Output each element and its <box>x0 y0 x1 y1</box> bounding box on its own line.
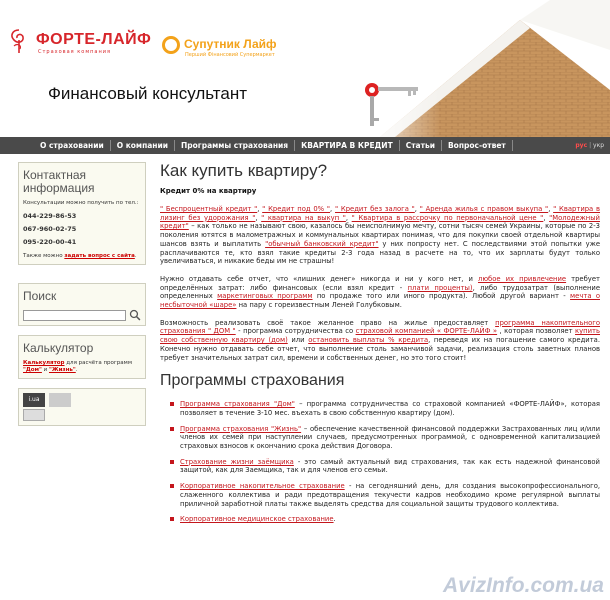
counter-badge-3[interactable] <box>49 393 71 407</box>
third-paragraph <box>160 319 600 363</box>
separator: , <box>548 205 554 213</box>
link-bank-credit[interactable]: "обычный банковский кредит" <box>265 239 379 248</box>
programs-heading: Программы страхования <box>160 372 345 390</box>
separator: , <box>330 205 335 213</box>
link-marketing-programs[interactable]: маркетинговых программ <box>217 292 313 301</box>
nav-item-articles[interactable]: Статьи <box>400 140 442 151</box>
search-row <box>23 309 141 321</box>
program-desc: – программа сотрудничества со страховой компанией «ФОРТЕ-ЛАЙФ», которая позволяет в течение 3-10 мес. въехать в свою собственную квартиру (дом). <box>180 400 600 417</box>
counter-badge-2[interactable] <box>23 409 45 421</box>
p2-text-4: по продаже того или иного продукта). Любой другой вариант - <box>312 292 571 301</box>
search-input[interactable] <box>23 310 126 321</box>
nav-item-apartment-credit[interactable]: КВАРТИРА В КРЕДИТ <box>295 140 400 151</box>
p3-text-5: , переведя их на погашение самого кредита. Конечно нужно отдавать себе отчет, что выполнение столь заманчивой задачи, реализация столь заветных планов требует значительных затрат сил, времени и собственных денег, но это того стоит! <box>160 336 600 362</box>
ask-question-link[interactable]: задать вопрос с сайта <box>64 253 135 259</box>
program-desc: – обеспечение качественной финансовой поддержки Застрахованных лиц и/или членов их семей при наступлении случаев, предусмотренных программой, с одновременной капитализацией страховых взносов к окончанию срока действия Договора. <box>180 424 600 451</box>
calculator-link[interactable]: Калькулятор <box>23 360 65 366</box>
programs-list <box>170 400 600 524</box>
site-title: Финансовый консультант <box>48 84 248 103</box>
p3-text-1: Возможность реализовать своё такое желанное право на жилье предоставляет <box>160 318 496 327</box>
language-switcher <box>575 142 610 149</box>
program-desc: - это самый актуальный вид страхования, так как есть надежной финансовой защитой, как для Заемщика, так и для членов его семьи. <box>180 457 600 475</box>
link-forte-life-company[interactable]: страховой компанией « ФОРТЕ-ЛАЙФ » <box>355 327 498 336</box>
separator: , <box>414 205 420 213</box>
calculator-life-link[interactable]: "Жизнь" <box>48 367 76 373</box>
counters-box <box>18 388 146 426</box>
list-item <box>170 515 600 524</box>
link-freebie-dream[interactable]: мечта о несбыточной «шаре» <box>160 292 600 310</box>
p2-text-2: требует определённых затрат: либо финансовых (если взял кредит - <box>160 274 600 292</box>
p3-text-3: , которая позволяет <box>497 327 576 336</box>
phone-number-2: 067-960-02-75 <box>23 225 77 233</box>
sidebar <box>18 162 146 435</box>
ask-suffix: . <box>134 253 137 259</box>
calculator-dom-link[interactable]: "Дом" <box>23 367 42 373</box>
page-subheading: Кредит 0% на квартиру <box>160 187 257 195</box>
second-paragraph <box>160 275 600 310</box>
p3-text-4: или <box>287 336 309 345</box>
contact-title: Контактная информация <box>23 168 95 195</box>
sputnik-life-logo-icon <box>162 36 180 54</box>
separator: , <box>255 213 262 222</box>
program-link-borrower-life[interactable]: Страхование жизни заёмщика <box>180 457 294 466</box>
p2-text-1: Нужно отдавать себе отчет, что «лишних денег» никогда и ни у кого нет, и <box>160 274 478 283</box>
main-content <box>160 160 600 531</box>
nav-item-insurance-programs[interactable]: Программы страхования <box>175 140 295 151</box>
separator: , <box>543 213 550 222</box>
link-interest-free-credit[interactable]: " Беспроцентный кредит " <box>160 205 258 213</box>
main-navigation <box>0 137 610 154</box>
search-box <box>18 283 146 326</box>
intro-text-2: у них попросту нет. С последствиями этой попытки уже расплачиваются те, кто взял такие кредиты 2-3 года назад в расчете на то, что их зарплаты будут только увеличиваться, и никакие беды им не страшны! <box>160 239 601 266</box>
ask-prefix: Также можно <box>23 253 63 259</box>
list-item <box>170 458 600 475</box>
intro-paragraph <box>160 205 600 266</box>
link-buy-own-apartment[interactable]: купить свою собственную квартиру (дом) <box>160 327 600 345</box>
contact-description: Консультации можно получить по тел.: <box>23 200 139 206</box>
program-link-life[interactable]: Программа страхования "Жизнь" <box>180 424 302 433</box>
header <box>0 0 610 137</box>
calculator-text-2: и <box>43 367 48 373</box>
lang-separator: | <box>589 142 592 149</box>
page-title: Как купить квартиру? <box>160 161 328 180</box>
contact-box <box>18 162 146 265</box>
house-keys-banner <box>350 0 610 137</box>
nav-item-faq[interactable]: Вопрос-ответ <box>442 140 513 151</box>
separator: , <box>345 213 352 222</box>
list-item <box>170 425 600 451</box>
sputnik-life-logo[interactable] <box>162 36 282 60</box>
program-desc: - на сегодняшний день, для создания высокопрофессионального, слаженного коллектива и ради предотвращения текучести кадров необходимо кроме регулярной выплаты приличной заработной платы также выделять средства для социальной защиты трудового коллектива. <box>180 482 601 508</box>
p3-text-2: - программа сотрудничества со <box>235 327 356 336</box>
forte-life-logo-text: ФОРТЕ-ЛАЙФ <box>36 31 152 48</box>
calculator-box <box>18 335 146 379</box>
nav-item-about-insurance[interactable]: О страховании <box>0 140 111 151</box>
program-link-corporate-savings[interactable]: Корпоративное накопительное страхование <box>180 482 345 491</box>
search-title: Поиск <box>23 289 57 303</box>
iua-counter-badge[interactable]: i.ua <box>23 393 45 407</box>
link-leasing-apartment[interactable]: " Квартира в лизинг без удорожания " <box>160 205 601 222</box>
program-desc: . <box>333 515 336 524</box>
phone-number-3: 095-220-00-41 <box>23 238 77 246</box>
phone-number-1: 044-229-86-53 <box>23 212 77 220</box>
calculator-text-3: . <box>75 367 78 373</box>
link-pay-interest[interactable]: плати проценты) <box>407 283 473 292</box>
link-dom-program[interactable]: программа накопительного страхования " ДОМ " <box>160 318 600 336</box>
link-credit-without-collateral[interactable]: " Кредит без залога " <box>335 205 415 213</box>
ask-question-line <box>23 253 141 260</box>
program-link-dom[interactable]: Программа страхования "Дом" <box>180 400 295 409</box>
forte-life-logo[interactable] <box>8 28 168 58</box>
forte-life-logo-icon <box>8 28 30 54</box>
link-rent-to-own[interactable]: " Аренда жилья с правом выкупа " <box>419 205 549 213</box>
sputnik-life-logo-subtitle: Перший Фінансовий Супермаркет <box>185 52 275 58</box>
p2-text-3: , либо трудозатрат (выполнение определенных <box>160 283 601 301</box>
lang-uk-link[interactable]: укр <box>593 142 604 149</box>
calculator-text <box>23 360 141 374</box>
link-zero-percent-credit[interactable]: " Кредит под 0% " <box>262 205 331 213</box>
link-installment-apartment[interactable]: " Квартира в рассрочку по первоначальной цене " <box>351 213 544 222</box>
watermark: AvizInfo.com.ua <box>442 574 604 597</box>
separator: , <box>257 205 263 213</box>
intro-text-1: – как только не называют свою, казалось бы неисполнимую мечту, сотни тысяч семей Украины, которые по 2-3 поколения ютятся в малометражных и коммунальных квартирах понимая, что для покупки своей отдельной квартиры шансов взять и выплатить <box>160 222 600 248</box>
sputnik-life-logo-text: Супутник Лайф <box>184 37 277 51</box>
list-item <box>170 482 600 508</box>
forte-life-logo-subtitle: Страховая компания <box>38 49 111 55</box>
program-link-corporate-medical[interactable]: Корпоративное медицинское страхование <box>180 515 334 524</box>
list-item <box>170 400 600 417</box>
link-buyout-apartment[interactable]: " квартира на выкуп " <box>261 213 346 222</box>
search-icon[interactable] <box>129 309 141 321</box>
p2-text-5: на пару с гореизвестным Леней Голубковым. <box>236 301 402 310</box>
calculator-title: Калькулятор <box>23 341 94 355</box>
calculator-text-1: для расчёта программ <box>66 360 132 366</box>
link-youth-credit[interactable]: "Молодежный кредит" <box>160 213 600 231</box>
link-stop-credit-payments[interactable]: остановить выплаты % кредита <box>308 336 429 345</box>
link-any-attraction[interactable]: любое их привлечение <box>477 274 567 283</box>
nav-item-about-company[interactable]: О компании <box>111 140 175 151</box>
lang-ru-link[interactable]: рус <box>575 142 588 149</box>
